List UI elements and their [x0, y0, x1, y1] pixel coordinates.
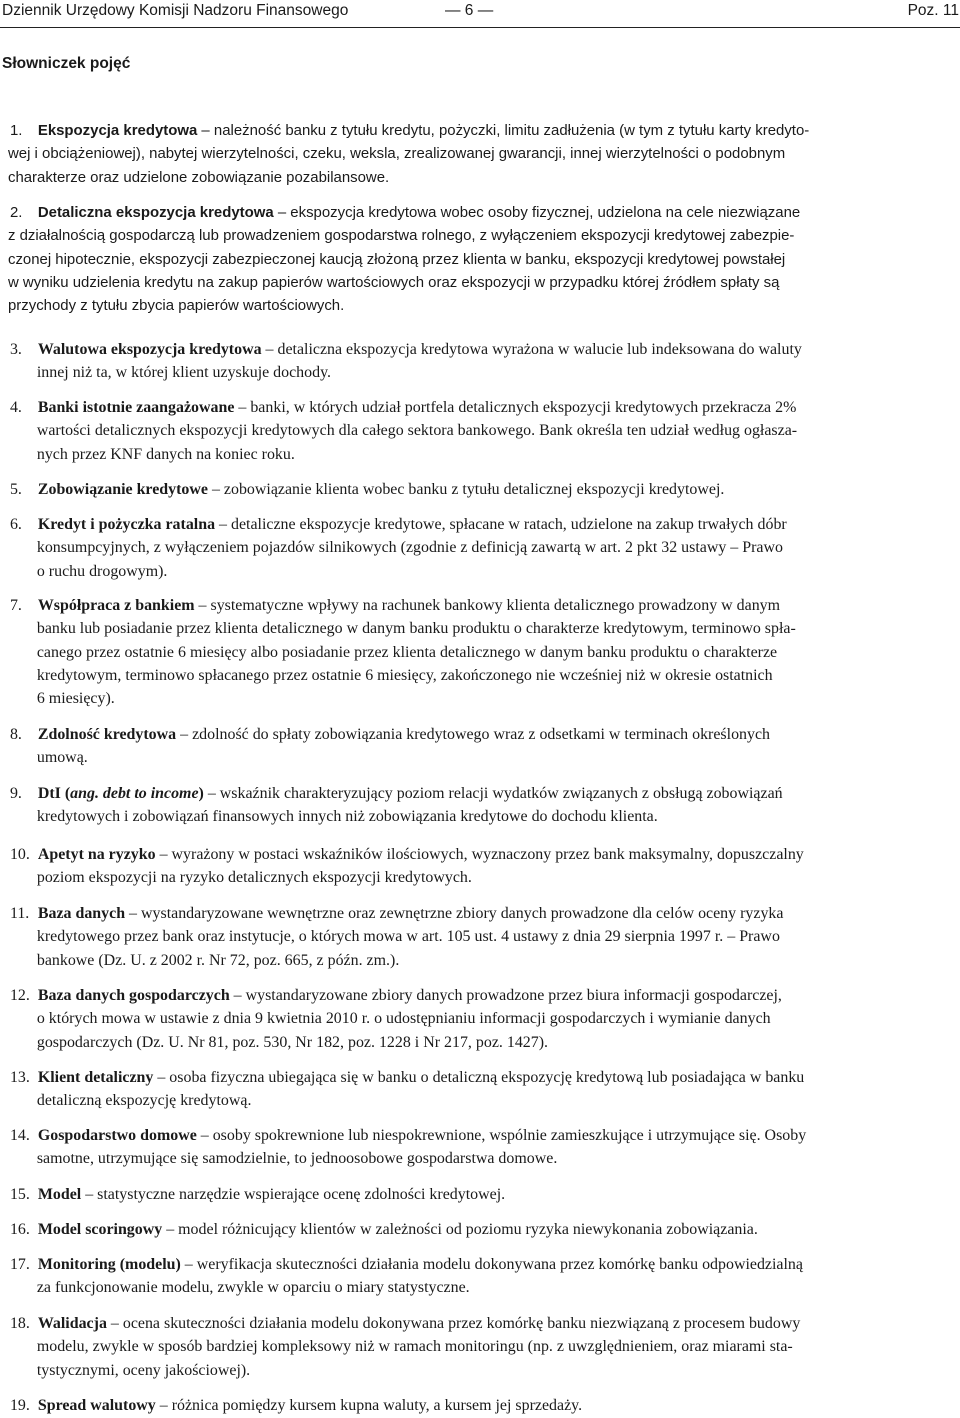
definition-number: 1.	[9, 122, 23, 139]
definition-item	[0, 1312, 960, 1382]
definition-line	[0, 984, 956, 1007]
definition-text: – ocena skuteczności działania modelu dokonywana przez komórkę banku niezwiązaną z procesem budowy	[106, 1315, 801, 1332]
definition-line: o których mowa w ustawie z dnia 9 kwietnia 2010 r. o udostępnianiu informacji gospodarczych i wymianie danych	[36, 1010, 771, 1028]
definition-text: – osoba fizyczna ubiegająca się w banku o detaliczną ekspozycję kredytową lub posiadająca w banku	[153, 1069, 805, 1086]
definition-text: – wystandaryzowane wewnętrzne oraz zewnętrzne zbiory danych prowadzone dla celów oceny ryzyka	[125, 905, 784, 922]
definition-item	[0, 782, 960, 829]
definition-item	[0, 1124, 960, 1171]
definition-item	[0, 1183, 960, 1206]
definition-text: – statystyczne narzędzie wspierające ocenę zdolności kredytowej.	[81, 1186, 506, 1203]
definition-text: – wystandaryzowane zbiory danych prowadzone przez biura informacji gospodarczej,	[229, 987, 782, 1004]
definition-item	[0, 396, 960, 466]
definition-text: – różnica pomiędzy kursem kupna waluty, a kursem jej sprzedaży.	[155, 1397, 583, 1414]
definition-text: – banki, w których udział portfela detalicznych ekspozycji kredytowych przekracza 2%	[234, 399, 797, 416]
definition-line: z działalnością gospodarczą lub prowadzeniem gospodarstwa rolnego, z wyłączeniem ekspozycji kredytowej zabezpie-	[7, 227, 795, 245]
definition-term: Zdolność kredytowa	[37, 726, 177, 743]
definition-number: 7.	[9, 597, 22, 614]
definition-item	[0, 723, 960, 770]
definition-item	[0, 1253, 960, 1300]
definition-line: kredytowym, terminowo spłacanego przez ostatnie 6 miesięcy, zakończonego nie wcześniej niż w okresie ostatnich	[36, 666, 773, 684]
definition-term: Baza danych gospodarczych	[37, 987, 230, 1004]
definition-line	[0, 1218, 956, 1241]
definition-line: nych przez KNF danych na koniec roku.	[36, 445, 295, 463]
definition-line	[0, 1312, 956, 1335]
definition-line: kredytowych i zobowiązań finansowych innych niż zobowiązania kredytowe do dochodu klienta.	[36, 808, 658, 826]
definition-item	[0, 984, 960, 1054]
definition-term: DtI	[37, 785, 61, 802]
definition-number: 3.	[9, 341, 22, 358]
definition-line: samotne, utrzymujące się samodzielnie, to jednoosobowe gospodarstwa domowe.	[36, 1150, 558, 1168]
definition-item	[0, 338, 960, 385]
definition-line: wartości detalicznych ekspozycji kredytowych dla całego sektora bankowego. Bank określa ten udział według ogłasza-	[36, 422, 798, 440]
definition-line: wej i obciążeniowej), nabytej wierzytelności, czeku, weksla, zrealizowanej gwarancji, innej wierzytelności o podobnym	[7, 145, 786, 163]
definition-line: tystycznymi, oceny jakościowej).	[36, 1361, 251, 1379]
definition-number: 18.	[9, 1315, 30, 1332]
definition-number: 15.	[9, 1186, 30, 1203]
definition-line	[0, 723, 956, 746]
definition-line: kredytowego przez bank oraz instytucje, o których mowa w art. 105 ust. 4 ustawy z dnia 29 sierpnia 1997 r. – Prawo	[36, 928, 780, 946]
journal-title: Dziennik Urzędowy Komisji Nadzoru Finansowego	[2, 2, 349, 19]
definition-line: gospodarczych (Dz. U. Nr 81, poz. 530, Nr 182, poz. 1228 i Nr 217, poz. 1427).	[36, 1033, 549, 1051]
definition-term: Model scoringowy	[37, 1221, 163, 1238]
definition-line: konsumpcyjnych, z wyłączeniem pojazdów silnikowych (zgodnie z definicją zawartą w art. 2 pkt 32 ustawy – Prawo	[36, 539, 783, 557]
definition-line: w wyniku udzielenia kredytu na zakup papierów wartościowych oraz ekspozycji w przypadku której źródłem spłaty są	[7, 273, 780, 291]
section-title: Słowniczek pojęć	[2, 55, 131, 72]
definition-term: Gospodarstwo domowe	[37, 1127, 197, 1144]
definition-line	[0, 1394, 956, 1417]
definition-text: – weryfikacja skuteczności działania modelu dokonywana przez komórkę banku odpowiedzialną	[180, 1256, 803, 1273]
definition-text: – detaliczne ekspozycje kredytowe, spłacane w ratach, udzielone na zakup trwałych dóbr	[215, 516, 787, 533]
definition-line	[0, 119, 956, 142]
definition-item	[0, 1066, 960, 1113]
definition-item	[0, 843, 960, 890]
definition-line	[0, 1253, 956, 1276]
definition-number: 14.	[9, 1127, 30, 1144]
definition-text: – zobowiązanie klienta wobec banku z tytułu detalicznej ekspozycji kredytowej.	[207, 481, 725, 498]
definition-line: canego przez ostatnie 6 miesięcy albo posiadanie przez klienta detalicznego w danym banku produktu o charakterze	[36, 643, 778, 661]
definition-term: Model	[37, 1186, 82, 1203]
definition-number: 8.	[9, 726, 22, 743]
definition-text: – ekspozycja kredytowa wobec osoby fizycznej, udzielona na cele niezwiązane	[273, 204, 801, 221]
definition-line: za funkcjonowanie modelu, zwykle w oparciu o miary statystyczne.	[36, 1279, 470, 1297]
definition-number: 9.	[9, 785, 22, 802]
definition-term: Kredyt i pożyczka ratalna	[37, 516, 216, 533]
definition-line	[0, 396, 956, 419]
definition-number: 10.	[9, 846, 30, 863]
definition-number: 13.	[9, 1069, 30, 1086]
definition-term: Detaliczna ekspozycja kredytowa	[37, 204, 274, 221]
definition-text: – model różnicujący klientów w zależności od poziomu ryzyka niewykonania zobowiązania.	[162, 1221, 758, 1238]
definition-number: 11.	[9, 905, 30, 922]
definition-number: 12.	[9, 987, 30, 1004]
definition-number: 4.	[9, 399, 22, 416]
definition-number: 17.	[9, 1256, 30, 1273]
definition-term: Walidacja	[37, 1315, 107, 1332]
definition-line: bankowe (Dz. U. z 2002 r. Nr 72, poz. 665, z późn. zm.).	[36, 951, 400, 969]
definition-line: przychody z tytułu zbycia papierów wartościowych.	[7, 297, 345, 315]
definition-item	[0, 1394, 960, 1417]
definition-line: umową.	[36, 749, 88, 767]
definition-line: czonej hipotecznie, ekspozycji zabezpieczonej kaucją złożoną przez klienta w banku, ekspozycji kredytowej powstałej	[7, 250, 786, 268]
definition-line	[0, 201, 956, 224]
definition-line: poziom ekspozycji na ryzyko detalicznych ekspozycji kredytowych.	[36, 869, 472, 887]
definition-item	[0, 513, 960, 583]
definition-line	[0, 902, 956, 925]
definition-line: innej niż ta, w której klient uzyskuje dochody.	[36, 364, 332, 382]
definition-term: Zobowiązanie kredytowe	[37, 481, 208, 498]
definition-item	[0, 119, 960, 189]
definition-line: 6 miesięcy).	[36, 690, 115, 708]
definition-term: Spread walutowy	[37, 1397, 156, 1414]
definition-term: Klient detaliczny	[37, 1069, 154, 1086]
definition-line: modelu, zwykle w sposób bardziej kompleksowy niż w ramach monitoringu (np. z uwzględnieniem, oraz miarami sta-	[36, 1338, 793, 1356]
definition-line	[0, 782, 956, 805]
definition-number: 16.	[9, 1221, 30, 1238]
definition-text: – osoby spokrewnione lub niespokrewnione, wspólnie zamieszkujące i utrzymujące się. Osoby	[196, 1127, 807, 1144]
definition-line	[0, 478, 956, 501]
definition-number: 6.	[9, 516, 22, 533]
definition-line	[0, 843, 956, 866]
definition-line: detaliczną ekspozycję kredytową.	[36, 1092, 252, 1110]
term-paren-close: )	[198, 785, 204, 802]
definition-line: banku lub posiadanie przez klienta detalicznego w danym banku produktu o charakterze kredytowym, terminowo spła-	[36, 620, 796, 638]
definition-term: Apetyt na ryzyko	[37, 846, 156, 863]
definition-item	[0, 902, 960, 972]
definition-term: Baza danych	[37, 905, 126, 922]
definition-line: charakterze oraz udzielone zobowiązanie pozabilansowe.	[7, 168, 390, 186]
definition-item	[0, 201, 960, 317]
term-english-gloss: ang. debt to income	[70, 785, 199, 802]
definition-number: 19.	[9, 1397, 30, 1414]
definition-text: – wskaźnik charakteryzujący poziom relacji wydatków związanych z obsługą zobowiązań	[203, 785, 783, 802]
page-number: — 6 —	[445, 2, 494, 19]
definition-line	[0, 1124, 956, 1147]
definition-term: Banki istotnie zaangażowane	[37, 399, 235, 416]
definition-text: – detaliczna ekspozycja kredytowa wyrażona w walucie lub indeksowana do waluty	[261, 341, 802, 358]
definition-term: Ekspozycja kredytowa	[37, 122, 198, 139]
definition-term: Monitoring (modelu)	[37, 1256, 181, 1273]
definition-line	[0, 594, 956, 617]
definition-line	[0, 1066, 956, 1089]
definition-text: – systematyczne wpływy na rachunek bankowy klienta detalicznego prowadzony w danym	[194, 597, 781, 614]
position-number: Poz. 11	[907, 2, 959, 19]
definition-text: – należność banku z tytułu kredytu, pożyczki, limitu zadłużenia (w tym z tytułu karty kredyto-	[197, 122, 810, 139]
definition-item	[0, 594, 960, 710]
definition-text: – wyrażony w postaci wskaźników ilościowych, wyznaczony przez bank maksymalny, dopuszczalny	[155, 846, 804, 863]
definition-term: Walutowa ekspozycja kredytowa	[37, 341, 262, 358]
page-header	[0, 0, 960, 28]
definition-item	[0, 1218, 960, 1241]
definition-item	[0, 478, 960, 501]
definition-number: 5.	[9, 481, 22, 498]
definition-line	[0, 513, 956, 536]
definition-line	[0, 338, 956, 361]
definition-text: – zdolność do spłaty zobowiązania kredytowego wraz z odsetkami w terminach określonych	[176, 726, 771, 743]
definition-number: 2.	[9, 204, 23, 221]
definition-line: o ruchu drogowym).	[36, 562, 168, 580]
definition-line	[0, 1183, 956, 1206]
definition-term: Współpraca z bankiem	[37, 597, 195, 614]
term-paren-open: (	[60, 785, 71, 802]
